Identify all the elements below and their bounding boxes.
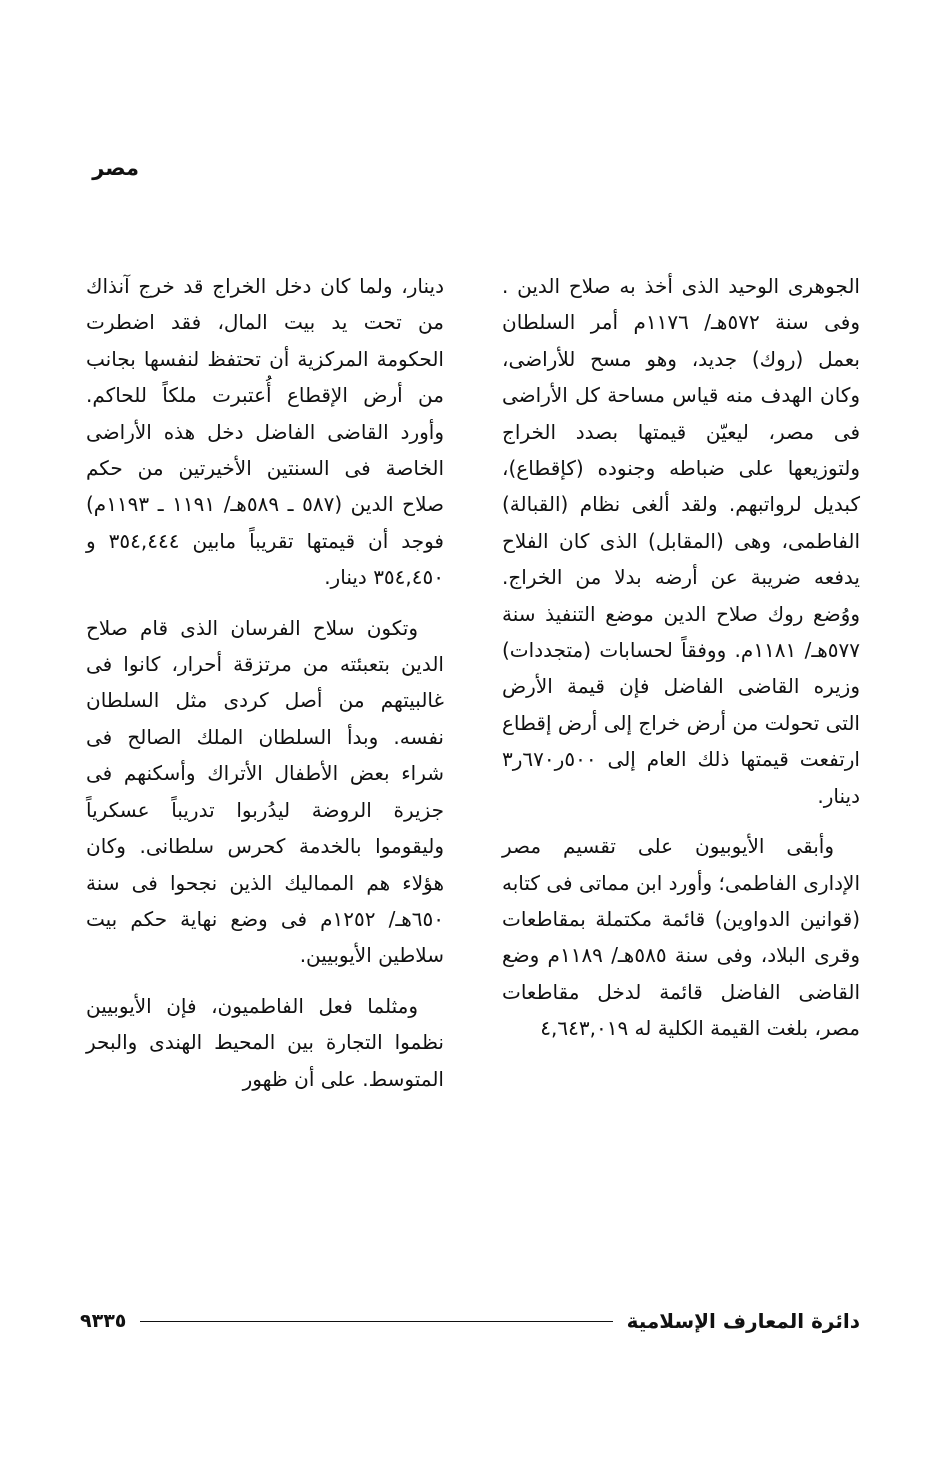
page-number: ٩٣٣٥ — [80, 1310, 127, 1332]
left-text-column — [86, 268, 444, 1097]
paragraph: ومثلما فعل الفاطميون، فإن الأيوبيين نظموا التجارة بين المحيط الهندى والبحر المتوسط. على أن ظهور — [86, 993, 444, 1091]
paragraph: وتكون سلاح الفرسان الذى قام صلاح الدين بتعبئته من مرتزقة أحرار، كانوا فى غالبيتهم من أصل كردى مثل السلطان نفسه. وبدأ السلطان الملك الصالح فى شراء بعض الأطفال الأتراك وأسكنهم فى جزيرة الروضة ليدُربوا تدريباً عسكرياً وليقوموا بالخدمة كحرس سلطانى. وكان هؤلاء هم المماليك الذين نجحوا فى سنة ٦٥٠هـ/ ١٢٥٢م فى وضع نهاية حكم بيت سلاطين الأيوبيين. — [86, 615, 444, 968]
paragraph: الجوهرى الوحيد الذى أخذ به صلاح الدين . وفى سنة ٥٧٢هـ/ ١١٧٦م أمر السلطان بعمل (روك) جديد، وهو مسح للأراضى، وكان الهدف منه قياس مساحة كل الأراضى فى مصر، ليعيّن قيمتها بصدد الخراج ولتوزيعها على ضباطه وجنوده (كإقطاع)، كبديل لرواتبهم. ولقد ألغى نظام (القبالة) الفاطمى، وهى (المقابل) الذى كان الفلاح يدفعه ضريبة عن أرضه بدلا من الخراج. ووُضع روك صلاح الدين موضع التنفيذ سنة ٥٧٧هـ/ ١١٨١م. ووفقاً لحسابات (متجددات) وزيره القاضى الفاضل فإن قيمة الأرض التى تحولت من أرض خراج إلى أرض إقطاع ارتفعت قيمتها ذلك العام إلى ٥٠٠ر٦٧٠ر٣ دينار. — [502, 274, 860, 808]
publication-title: دائرة المعارف الإسلامية — [626, 1309, 860, 1333]
paragraph: وأبقى الأيوبيون على تقسيم مصر الإدارى الفاطمى؛ وأورد ابن مماتى فى كتابه (قوانين الدواوين) قائمة مكتملة بمقاطعات وقرى البلاد، وفى سنة ٥٨٥هـ/ ١١٨٩م وضع القاضى الفاضل قائمة لدخل مقاطعات مصر، بلغت القيمة الكلية له ٤,٦٤٣,٠١٩ — [502, 834, 860, 1041]
right-text-column — [502, 268, 860, 1047]
running-title: مصر — [92, 156, 139, 180]
page-footer — [80, 1306, 860, 1336]
paragraph: دينار، ولما كان دخل الخراج قد خرج آنذاك من تحت يد بيت المال، فقد اضطرت الحكومة المركزية أن تحتفظ لنفسها بجانب من أرض الإقطاع أُعتبرت ملكاً للحاكم. وأورد القاضى الفاضل دخل هذه الأراضى الخاصة فى السنتين الأخيرتين من حكم صلاح الدين (٥٨٧ ـ ٥٨٩هـ/ ١١٩١ ـ ١١٩٣م) فوجد أن قيمتها تقريباً مابين ٣٥٤,٤٤٤ و ٣٥٤,٤٥٠ دينار. — [86, 274, 445, 590]
footer-divider — [140, 1321, 612, 1322]
